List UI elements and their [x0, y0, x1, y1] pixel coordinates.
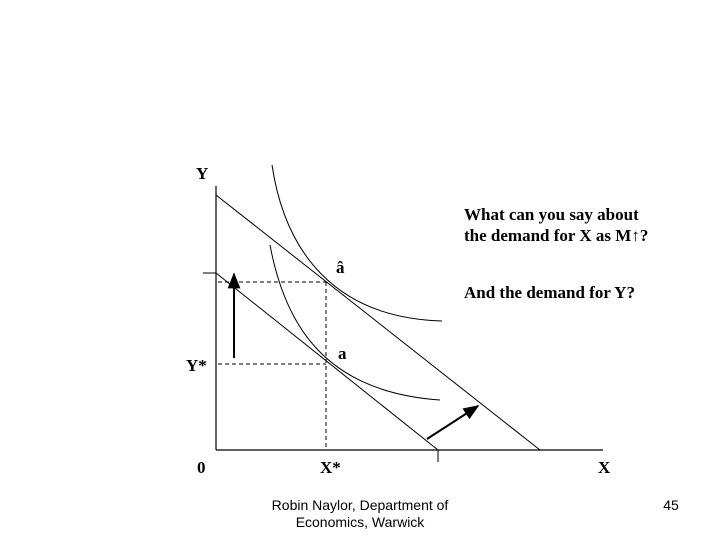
- demand-for-y-question: And the demand for Y?: [464, 283, 635, 302]
- demand-for-x-question: What can you say about the demand for X as M↑?: [464, 205, 649, 245]
- origin-label: 0: [197, 458, 206, 477]
- author-credit: [250, 497, 470, 531]
- new-bundle-point-label: â: [336, 258, 345, 277]
- slide-number: 45: [663, 497, 679, 513]
- y-star-label: Y*: [186, 356, 207, 375]
- original-bundle-point-label: a: [338, 344, 347, 363]
- budget-shift-arrow: [427, 406, 478, 439]
- lower-indifference-curve: [270, 245, 440, 400]
- x-axis-label: X: [598, 458, 611, 477]
- author-credit-line-1: Robin Naylor, Department of: [271, 497, 449, 513]
- original-budget-line: [216, 273, 438, 450]
- author-credit-line-2: Economics, Warwick: [295, 514, 425, 530]
- y-axis-label: Y: [196, 164, 209, 183]
- higher-indifference-curve: [272, 165, 442, 321]
- x-star-label: X*: [320, 458, 341, 477]
